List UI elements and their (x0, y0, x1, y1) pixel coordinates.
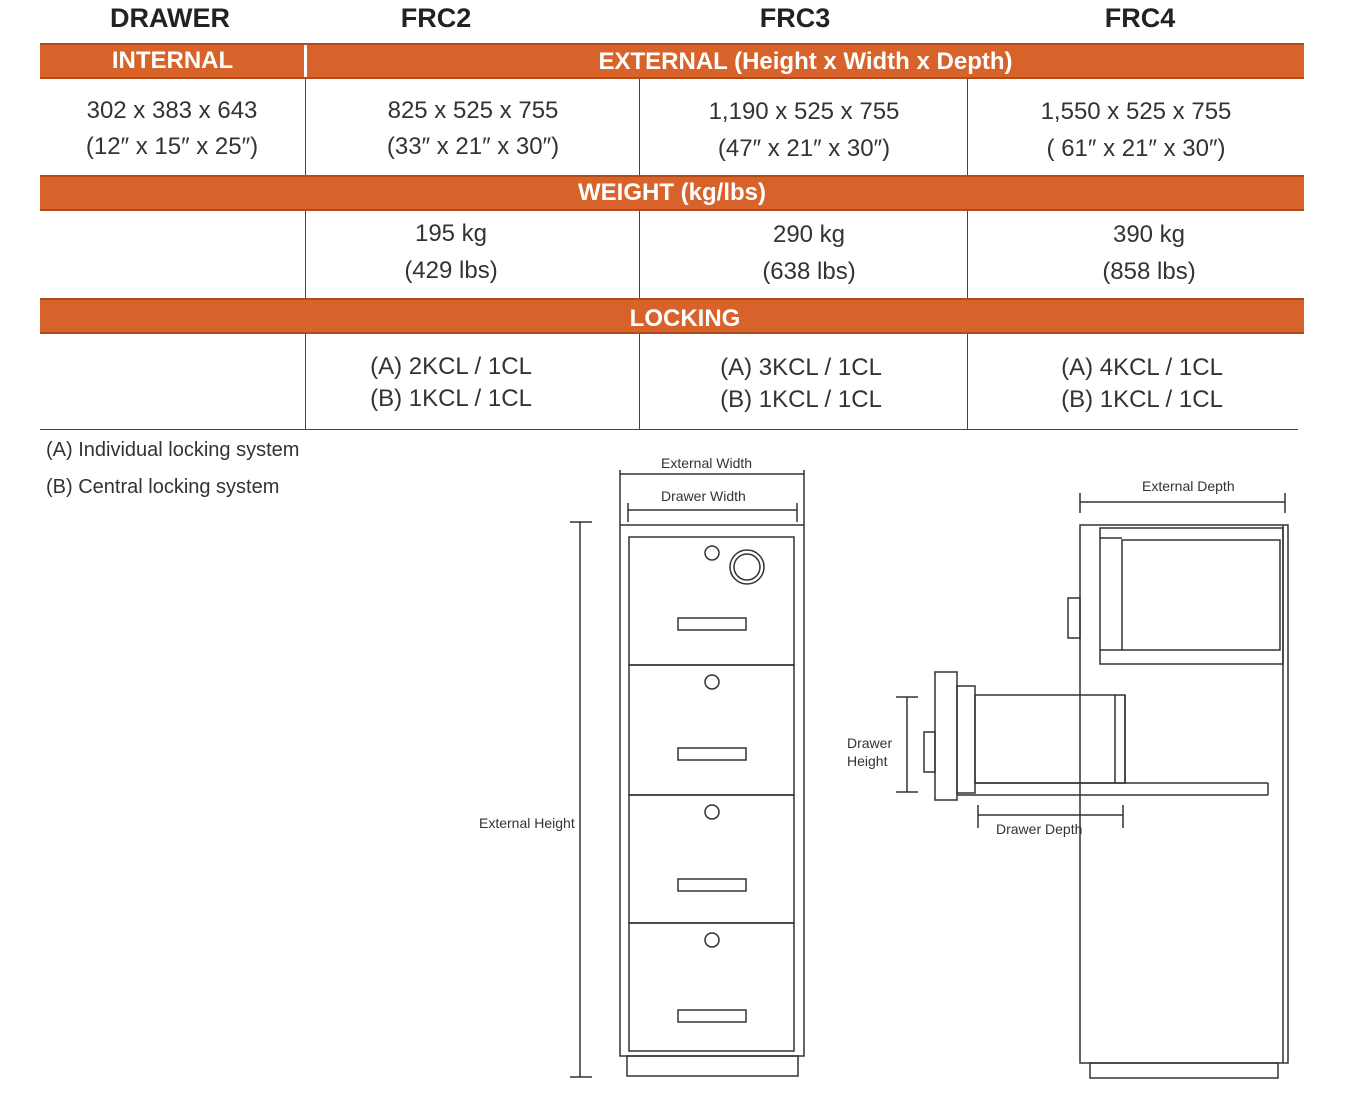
frc4-dimensions-metric: 1,550 x 525 x 755 (1040, 98, 1232, 125)
frc2-weight-lbs: (429 lbs) (404, 257, 498, 284)
drawer-height-label-line1: Drawer (847, 735, 893, 751)
grid-divider (305, 79, 306, 175)
external-depth-label: External Depth (1142, 478, 1235, 494)
weight-band (40, 175, 1304, 211)
internal-band-label: INTERNAL (111, 47, 234, 74)
frc2-locking-b: (B) 1KCL / 1CL (370, 385, 532, 412)
weight-band-label: WEIGHT (kg/lbs) (578, 179, 766, 206)
frc3-dimensions-imperial: (47″ x 21″ x 30″) (717, 135, 891, 162)
grid-divider (305, 334, 306, 429)
frc3-locking-b: (B) 1KCL / 1CL (720, 386, 882, 413)
column-header-frc2: FRC2 (400, 3, 472, 33)
internal-dimensions-imperial: (12″ x 15″ x 25″) (85, 133, 259, 160)
table-bottom-rule (40, 429, 1298, 430)
external-width-label: External Width (661, 455, 753, 471)
column-header-frc4: FRC4 (1104, 3, 1176, 33)
frc3-locking-a: (A) 3KCL / 1CL (720, 354, 882, 381)
frc2-weight-kg: 195 kg (414, 220, 488, 247)
grid-divider (967, 211, 968, 298)
frc3-weight-lbs: (638 lbs) (762, 258, 856, 285)
external-height-label: External Height (479, 815, 575, 831)
frc4-weight-lbs: (858 lbs) (1102, 258, 1196, 285)
grid-divider (639, 211, 640, 298)
frc4-locking-b: (B) 1KCL / 1CL (1061, 386, 1223, 413)
drawer-depth-label: Drawer Depth (996, 821, 1083, 837)
grid-divider (639, 79, 640, 175)
locking-band (40, 298, 1304, 334)
frc3-weight-kg: 290 kg (772, 221, 846, 248)
front-view-diagram (560, 455, 820, 1085)
frc4-locking-a: (A) 4KCL / 1CL (1061, 354, 1223, 381)
side-view-diagram (890, 480, 1300, 1085)
grid-divider (305, 211, 306, 298)
drawer-width-label: Drawer Width (661, 488, 746, 504)
column-header-frc3: FRC3 (759, 3, 831, 33)
frc2-locking-a: (A) 2KCL / 1CL (370, 353, 532, 380)
frc4-weight-kg: 390 kg (1112, 221, 1186, 248)
frc3-dimensions-metric: 1,190 x 525 x 755 (708, 98, 900, 125)
grid-divider (967, 334, 968, 429)
legend-individual-locking: (A) Individual locking system (46, 439, 300, 461)
grid-divider (967, 79, 968, 175)
frc2-dimensions-metric: 825 x 525 x 755 (387, 97, 559, 124)
frc2-dimensions-imperial: (33″ x 21″ x 30″) (386, 133, 560, 160)
dimensions-band (40, 43, 1304, 79)
frc4-dimensions-imperial: ( 61″ x 21″ x 30″) (1046, 135, 1226, 162)
column-header-drawer: DRAWER (110, 3, 230, 33)
locking-band-label: LOCKING (629, 305, 741, 332)
legend-central-locking: (B) Central locking system (46, 476, 280, 498)
external-band-label: EXTERNAL (Height x Width x Depth) (598, 48, 1013, 75)
drawer-height-label-line2: Height (847, 753, 888, 769)
internal-dimensions-metric: 302 x 383 x 643 (86, 97, 258, 124)
grid-divider (639, 334, 640, 429)
